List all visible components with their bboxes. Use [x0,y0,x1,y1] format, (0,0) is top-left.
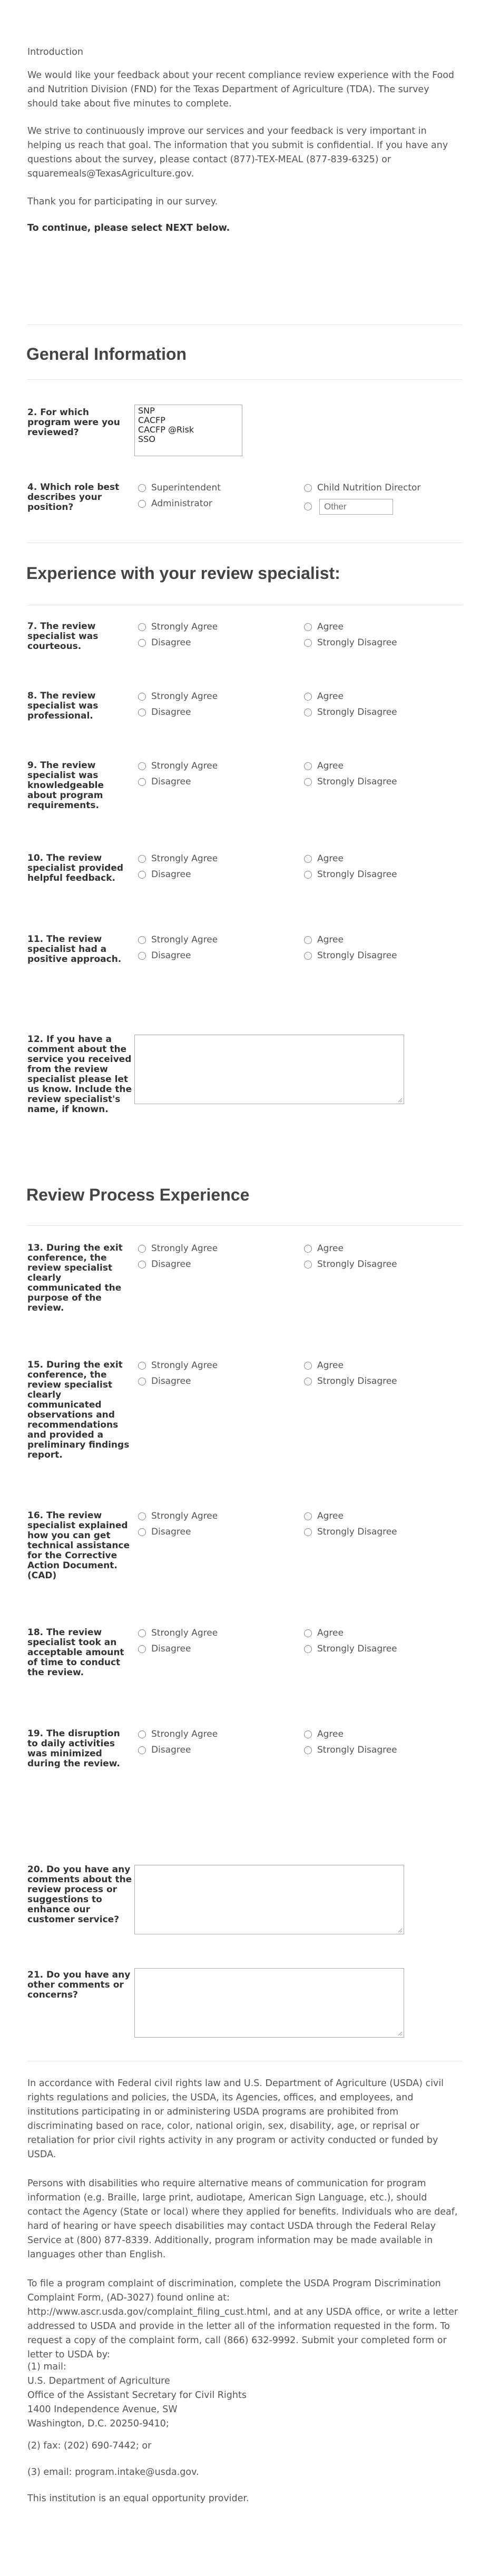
program-option[interactable]: SNP [138,406,155,416]
question-19-label: 19. The disruption to daily activities was minimized during the review. [27,1728,120,1769]
q16-strongly-agree-option[interactable]: Strongly Agree [138,1511,218,1521]
intro-paragraph-2: We strive to continuously improve our services and your feedback is very important in helping us reach that goal. The information that you submit is confidential. If you have any questions about the survey, please contact (877)-TEX-MEAL (877-839-6325) or squaremeals@TexasAgriculture.gov. [27,126,448,179]
question-9-label: 9. The review specialist was knowledgeable about program requirements. [27,760,104,811]
q11-agree-option[interactable]: Agree [304,935,344,945]
mail-line-5: Washington, D.C. 20250-9410; [27,2418,169,2429]
section-heading-process: Review Process Experience [26,1185,250,1204]
radio-button[interactable] [138,1746,146,1754]
radio-button[interactable] [304,1512,312,1520]
radio-button[interactable] [304,693,312,701]
process-comment-textarea[interactable] [134,1865,404,1934]
question-11-label: 11. The review specialist had a positive approach. [27,934,122,965]
radio-button[interactable] [138,952,146,960]
role-superintendent-option[interactable]: Superintendent [138,483,221,493]
q19-disagree-option[interactable]: Disagree [138,1745,191,1755]
radio-button[interactable] [138,484,146,492]
question-2-label: 2. For which program were you reviewed? [27,407,120,438]
q18-agree-option[interactable]: Agree [304,1628,344,1638]
mail-line-2: U.S. Department of Agriculture [27,2376,170,2386]
q15-strongly-disagree-option[interactable]: Strongly Disagree [304,1376,397,1387]
radio-button[interactable] [138,1645,146,1653]
q10-disagree-option[interactable]: Disagree [138,869,191,880]
q9-agree-option[interactable]: Agree [304,761,344,771]
radio-button[interactable] [138,1731,146,1738]
role-other-radio[interactable] [304,503,312,510]
question-18-label: 18. The review specialist took an acceptable amount of time to conduct the review. [27,1627,124,1678]
q11-strongly-disagree-option[interactable]: Strongly Disagree [304,950,397,961]
radio-button[interactable] [304,1731,312,1738]
nondiscrimination-paragraph-1: In accordance with Federal civil rights law and U.S. Department of Agriculture (USDA) civil rights regulations and policies, the USDA, its Agencies, offices, and employees, and institutions participating in or administering USDA programs are prohibited from discriminating based on race, color, national origin, sex, disability, age, or reprisal or retaliation for prior civil rights activity in any program or activity conducted or funded by USDA. [27,2078,444,2160]
radio-button[interactable] [138,778,146,786]
divider [27,379,463,380]
radio-button[interactable] [304,1746,312,1754]
mail-line-4: 1400 Independence Avenue, SW [27,2404,178,2415]
radio-button[interactable] [304,952,312,960]
radio-button[interactable] [304,1629,312,1637]
q9-disagree-option[interactable]: Disagree [138,776,191,787]
program-option[interactable]: CACFP @Risk [138,425,194,435]
fax-line: (2) fax: (202) 690-7442; or [27,2441,152,2451]
question-21-label: 21. Do you have any other comments or concerns? [27,1970,131,2000]
radio-button[interactable] [138,1362,146,1370]
q16-disagree-option[interactable]: Disagree [138,1527,191,1537]
radio-button[interactable] [304,936,312,944]
section-heading-general: General Information [26,345,187,363]
q11-strongly-agree-option[interactable]: Strongly Agree [138,935,218,945]
equal-opportunity-line: This institution is an equal opportunity provider. [27,2493,249,2504]
q10-strongly-disagree-option[interactable]: Strongly Disagree [304,869,397,880]
q16-agree-option[interactable]: Agree [304,1511,344,1521]
radio-button[interactable] [304,1362,312,1370]
radio-button[interactable] [138,936,146,944]
specialist-comment-textarea[interactable] [134,1035,404,1104]
question-4-label: 4. Which role best describes your position? [27,482,120,513]
program-select[interactable] [134,405,242,456]
q19-strongly-agree-option[interactable]: Strongly Agree [138,1729,218,1739]
q8-agree-option[interactable]: Agree [304,691,344,702]
radio-button[interactable] [304,1645,312,1653]
q9-strongly-agree-option[interactable]: Strongly Agree [138,761,218,771]
complaint-paragraph: To file a program complaint of discrimination, complete the USDA Program Discrimination Complaint Form, (AD-3027) found online at: http://www.ascr.usda.gov/complaint_filing_cust.html, and at any USDA office, or write a letter addressed to USDA and provide in the letter all of the information requested in the form. To request a copy of the complaint form, call (866) 632-9992. Submit your completed form or letter to USDA by: [27,2278,458,2360]
radio-button[interactable] [304,778,312,786]
radio-button[interactable] [304,1261,312,1269]
mail-line-1: (1) mail: [27,2362,66,2372]
q13-disagree-option[interactable]: Disagree [138,1259,191,1270]
q13-strongly-disagree-option[interactable]: Strongly Disagree [304,1259,397,1270]
q7-disagree-option[interactable]: Disagree [138,637,191,648]
q13-strongly-agree-option[interactable]: Strongly Agree [138,1243,218,1254]
q15-disagree-option[interactable]: Disagree [138,1376,191,1387]
radio-button[interactable] [304,1245,312,1253]
radio-button[interactable] [138,1512,146,1520]
intro-title: Introduction [27,47,83,57]
section-heading-specialist: Experience with your review specialist: [26,564,340,583]
radio-button[interactable] [304,1378,312,1385]
question-10-label: 10. The review specialist provided helpful feedback. [27,853,124,883]
resize-grip-icon[interactable] [397,1928,403,1933]
radio-button[interactable] [304,1528,312,1536]
other-comments-textarea[interactable] [134,1968,404,2038]
q19-agree-option[interactable]: Agree [304,1729,344,1739]
q9-strongly-disagree-option[interactable]: Strongly Disagree [304,776,397,787]
resize-grip-icon[interactable] [397,2031,403,2036]
q18-disagree-option[interactable]: Disagree [138,1644,191,1654]
intro-paragraph-1: We would like your feedback about your recent compliance review experience with the Food and Nutrition Division (FND) for the Texas Department of Agriculture (TDA). The survey should take about five minutes to complete. [27,70,455,109]
question-7-label: 7. The review specialist was courteous. [27,621,99,652]
radio-button[interactable] [138,1629,146,1637]
resize-grip-icon[interactable] [397,1097,403,1103]
nondiscrimination-paragraph-2: Persons with disabilities who require alternative means of communication for program information (e.g. Braille, large print, audiotape, American Sign Language, etc.), should contact the Agency (State or local) where they applied for benefits. Individuals who are deaf, hard of hearing or have speech disabilities may contact USDA through the Federal Relay Service at (800) 877-8339. Additionally, program information may be made available in languages other than English. [27,2178,458,2260]
q7-strongly-agree-option[interactable]: Strongly Agree [138,622,218,632]
mail-line-3: Office of the Assistant Secretary for Civil Rights [27,2390,247,2401]
program-option[interactable]: SSO [138,434,155,444]
q10-agree-option[interactable]: Agree [304,853,344,864]
radio-button[interactable] [138,709,146,716]
q18-strongly-disagree-option[interactable]: Strongly Disagree [304,1644,397,1654]
intro-paragraph-3: Thank you for participating in our survey. [27,196,218,207]
radio-button[interactable] [304,484,312,492]
email-line: (3) email: program.intake@usda.gov. [27,2467,199,2477]
question-16-label: 16. The review specialist explained how you can get technical assistance for the Corrective Action Document. (CAD) [27,1510,130,1581]
question-13-label: 13. During the exit conference, the review specialist clearly communicated the purpose of the review. [27,1243,123,1313]
q7-strongly-disagree-option[interactable]: Strongly Disagree [304,637,397,648]
radio-button[interactable] [138,1528,146,1536]
role-cn-director-option[interactable]: Child Nutrition Director [304,483,420,493]
question-15-label: 15. During the exit conference, the review specialist clearly communicated observations and recommendations and provided a preliminary findings report. [27,1360,130,1460]
program-option[interactable]: CACFP [138,415,165,425]
radio-button[interactable] [138,1245,146,1253]
q19-strongly-disagree-option[interactable]: Strongly Disagree [304,1745,397,1755]
radio-button[interactable] [138,855,146,863]
radio-button[interactable] [304,623,312,631]
radio-button[interactable] [304,871,312,879]
q8-strongly-disagree-option[interactable]: Strongly Disagree [304,707,397,717]
q16-strongly-disagree-option[interactable]: Strongly Disagree [304,1527,397,1537]
q8-strongly-agree-option[interactable]: Strongly Agree [138,691,218,702]
question-12-label: 12. If you have a comment about the service you received from the review specialist please let us know. Include the review specialist's name, if known. [27,1034,132,1115]
radio-button[interactable] [138,500,146,508]
question-20-label: 20. Do you have any comments about the review process or suggestions to enhance our customer service? [27,1864,132,1925]
radio-button[interactable] [138,623,146,631]
radio-button[interactable] [138,762,146,770]
radio-button[interactable] [304,855,312,863]
q8-disagree-option[interactable]: Disagree [138,707,191,717]
radio-button[interactable] [138,1261,146,1269]
role-administrator-option[interactable]: Administrator [138,498,212,509]
radio-button[interactable] [138,639,146,647]
q10-strongly-agree-option[interactable]: Strongly Agree [138,853,218,864]
q15-strongly-agree-option[interactable]: Strongly Agree [138,1360,218,1371]
radio-button[interactable] [138,1378,146,1385]
role-other-input[interactable] [319,499,393,515]
question-8-label: 8. The review specialist was professional. [27,691,99,721]
q15-agree-option[interactable]: Agree [304,1360,344,1371]
radio-button[interactable] [304,639,312,647]
radio-button[interactable] [138,693,146,701]
intro-paragraph-4: To continue, please select NEXT below. [27,223,230,233]
q11-disagree-option[interactable]: Disagree [138,950,191,961]
q18-strongly-agree-option[interactable]: Strongly Agree [138,1628,218,1638]
radio-button[interactable] [304,709,312,716]
q13-agree-option[interactable]: Agree [304,1243,344,1254]
divider [27,1225,463,1226]
radio-button[interactable] [304,762,312,770]
q7-agree-option[interactable]: Agree [304,622,344,632]
radio-button[interactable] [138,871,146,879]
